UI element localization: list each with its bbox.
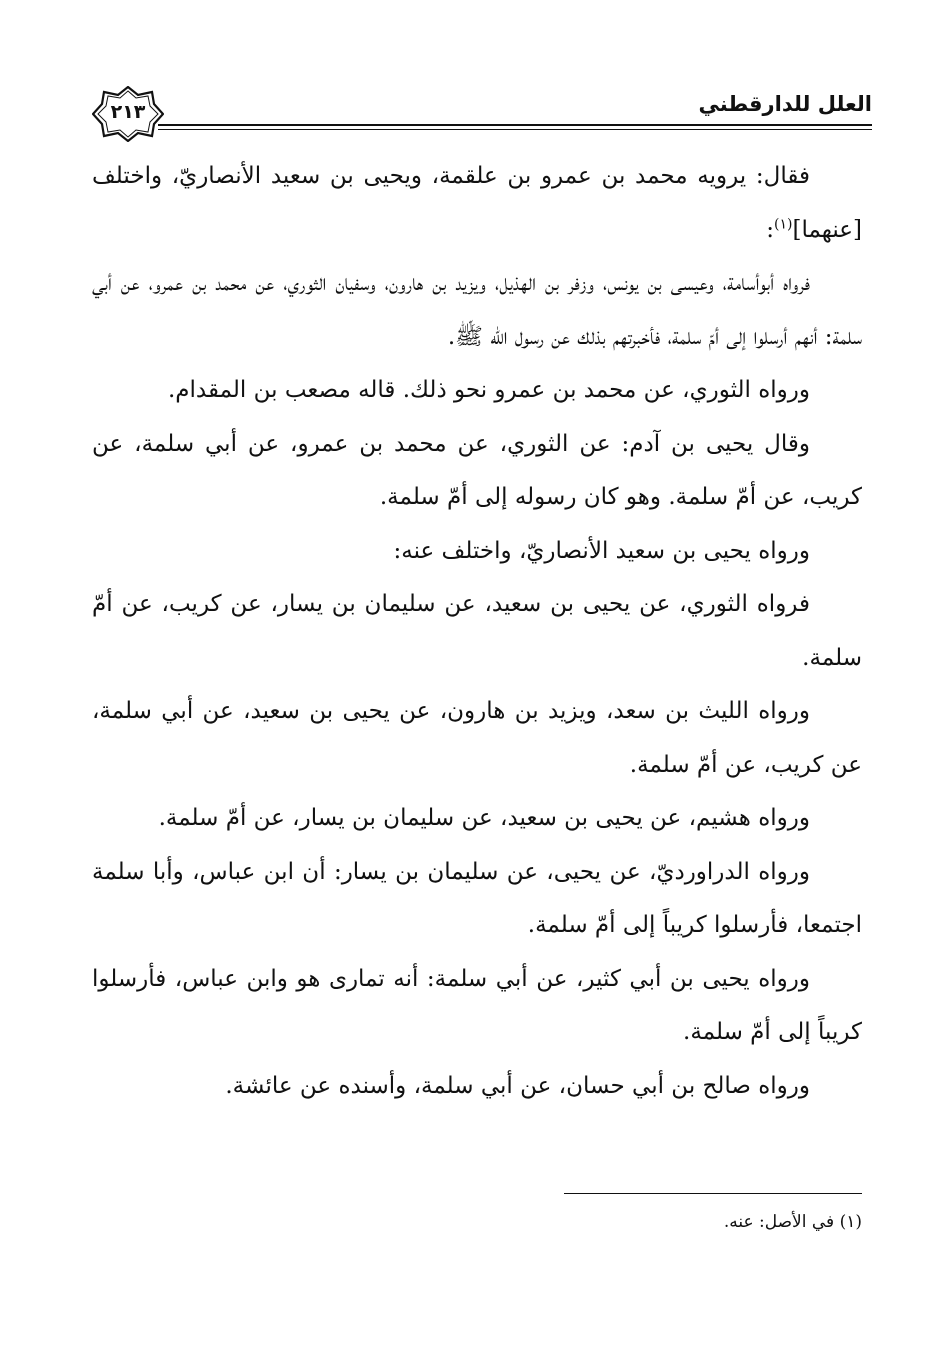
paragraph: وقال يحيى بن آدم: عن الثوري، عن محمد بن عمرو، عن أبي سلمة، عن كريب، عن أمّ سلمة. وهو كان رسوله إلى أمّ سلمة. — [92, 430, 862, 510]
paragraph: ورواه يحيى بن سعيد الأنصاريّ، واختلف عنه: — [393, 537, 810, 564]
paragraph: فرواه الثوري، عن يحيى بن سعيد، عن سليمان بن يسار، عن كريب، عن أمّ سلمة. — [92, 591, 862, 671]
main-text — [92, 150, 862, 1113]
paragraph: ورواه هشيم، عن يحيى بن سعيد، عن سليمان بن يسار، عن أمّ سلمة. — [158, 805, 810, 831]
paragraph: ورواه الليث بن سعد، ويزيد بن هارون، عن يحيى بن سعيد، عن أبي سلمة، عن كريب، عن أمّ سلمة. — [92, 698, 862, 778]
footnote-reference: (١) — [774, 215, 793, 232]
paragraph: ورواه يحيى بن أبي كثير، عن أبي سلمة: أنه تمارى هو وابن عباس، فأرسلوا كريباً إلى أمّ سلمة. — [92, 965, 862, 1045]
footnote-separator — [564, 1193, 862, 1194]
paragraph: ورواه الثوري، عن محمد بن عمرو نحو ذلك. قاله مصعب بن المقدام. — [167, 377, 810, 403]
paragraph: ورواه الدراورديّ، عن يحيى، عن سليمان بن يسار: أن ابن عباس، وأبا سلمة اجتمعا، فأرسلوا كريباً إلى أمّ سلمة. — [92, 858, 862, 938]
page-number-badge — [92, 86, 164, 142]
header-rule-thin — [158, 129, 872, 130]
paragraph: ورواه صالح بن أبي حسان، عن أبي سلمة، وأسنده عن عائشة. — [225, 1072, 810, 1099]
page-header — [92, 84, 872, 144]
book-title: العلل للدارقطني — [698, 92, 872, 116]
header-rule — [158, 124, 872, 126]
footnote: (١) في الأصل: عنه. — [723, 1212, 862, 1232]
page-number: ٢١٣ — [110, 101, 146, 123]
paragraph: فرواه أبوأسامة، وعيسى بن يونس، وزفر بن الهذيل، ويزيد بن هارون، وسفيان الثوري، عن محمد بن عمرو، عن أبي سلمة: أنهم أرسلوا إلى أمّ سلمة، فأخبرتهم بذلك عن رسول الله ﷺ. — [92, 270, 862, 350]
paragraph: فقال: يرويه محمد بن عمرو بن علقمة، ويحيى بن سعيد الأنصاريّ، واختلف [عنهما]$^{(١)}$: — [92, 163, 862, 243]
